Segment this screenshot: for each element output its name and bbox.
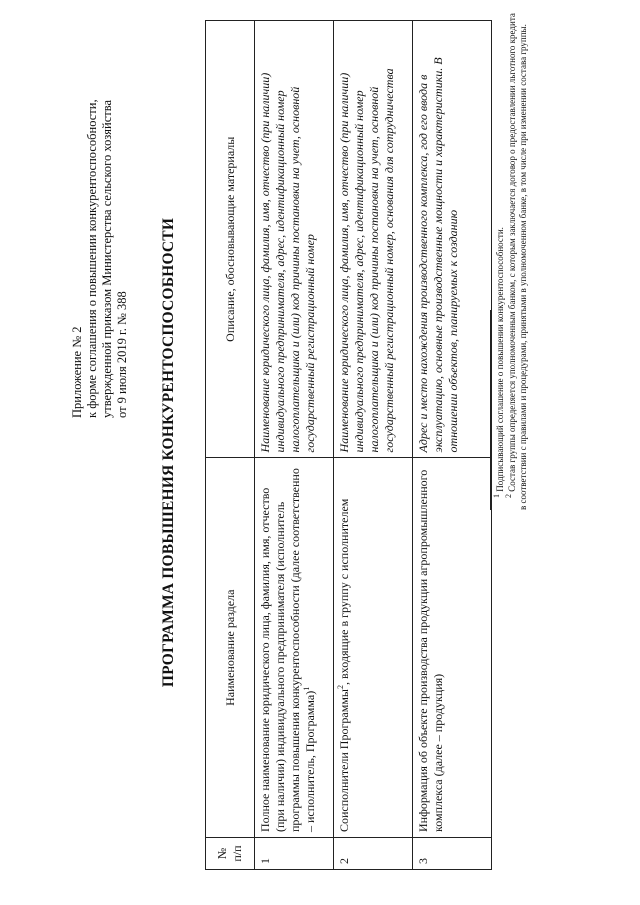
- row-number: 1: [255, 838, 334, 870]
- footnote-2: [503, 10, 530, 510]
- footnotes: [492, 10, 530, 510]
- appendix-header: [70, 18, 130, 418]
- row-number: 2: [334, 838, 413, 870]
- header-description: Описание, обосновывающие материалы: [206, 21, 255, 458]
- table-row: [255, 21, 334, 870]
- section-name-tail: , входящие в группу с исполнителем: [337, 498, 351, 686]
- table-row: [413, 21, 492, 870]
- section-name: Информация об объекте производства продукции агропромышленного комплекса (далее – продукция): [413, 458, 492, 838]
- table-row: [334, 21, 413, 870]
- footnote-divider: [490, 310, 491, 510]
- table-header-row: [206, 21, 255, 870]
- section-name: [334, 458, 413, 838]
- header-section-name: Наименование раздела: [206, 458, 255, 838]
- footnote-ref: 2: [336, 685, 345, 690]
- section-description: Наименование юридического лица, фамилия, имя, отчество (при наличии) индивидуального предпринимателя, адрес, идентификационный номер налогоплательщика и (или) код причины постановки на учет, основной государственный регистрационный номер, основания для сотрудничества: [334, 21, 413, 458]
- appendix-ref-line: от 9 июля 2019 г. № 388: [115, 291, 129, 418]
- appendix-ref-line: к форме соглашения о повышении конкурентоспособности,: [85, 99, 99, 418]
- section-description: Адрес и место нахождения производственного комплекса, год его ввода в эксплуатацию, основные производственные мощности и характеристики. В отношении объектов, планируемых к созданию: [413, 21, 492, 458]
- footnote-mark: 1: [492, 494, 501, 498]
- section-name-text: Полное наименование юридического лица, фамилия, имя, отчество (при наличии) индивидуального предпринимателя (исполнитель программы повышения конкурентоспособности (далее соответственно – исполнитель, Программа): [258, 468, 317, 833]
- document-title: ПРОГРАММА ПОВЫШЕНИЯ КОНКУРЕНТОСПОСОБНОСТИ: [160, 217, 177, 688]
- footnote-text: Состав группы определяется уполномоченным банком, с которым заключается договор о предоставлении льготного кредита в соответствии с правилами и процедурами, принятыми в уполномоченном банке, в том числе при изменении состава группы.: [506, 13, 528, 510]
- footnote-ref: 1: [302, 686, 311, 691]
- appendix-number: Приложение № 2: [70, 326, 84, 418]
- footnote-1: [492, 10, 507, 510]
- header-number: № п/п: [206, 838, 255, 870]
- section-name-text: Соисполнители Программы: [337, 689, 351, 833]
- section-description: Наименование юридического лица, фамилия, имя, отчество (при наличии) индивидуального предпринимателя, адрес, идентификационный номер налогоплательщика и (или) код причины постановки на учет, основной государственный регистрационный номер: [255, 21, 334, 458]
- footnote-text: Подписывающий соглашение о повышении конкурентоспособности.: [495, 227, 505, 492]
- appendix-ref-line: утвержденной приказом Министерства сельского хозяйства: [100, 99, 114, 418]
- row-number: 3: [413, 838, 492, 870]
- footnote-mark: 2: [503, 494, 513, 498]
- section-name: [255, 458, 334, 838]
- program-table: [205, 20, 492, 870]
